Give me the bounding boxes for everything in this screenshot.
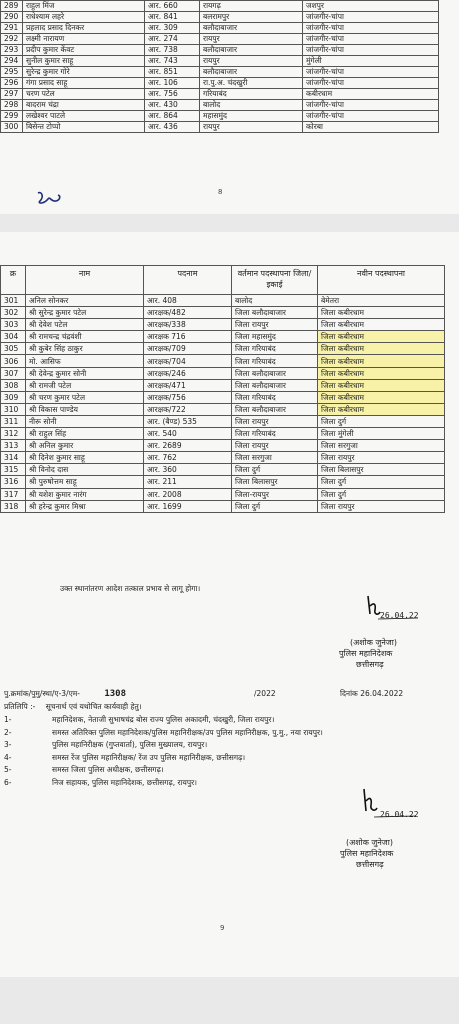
cell-current-posting: बालोद xyxy=(232,295,318,307)
cell-current-posting: रायपुर xyxy=(200,122,303,133)
cell-serial: 293 xyxy=(1,45,23,56)
cell-name: लखेश्वर पाटले xyxy=(23,111,145,122)
page-number: 9 xyxy=(220,924,225,932)
cell-name: नीरू सोनी xyxy=(26,415,144,427)
cell-new-posting: जिला दुर्ग xyxy=(318,476,445,488)
table-row xyxy=(1,428,445,440)
table-row xyxy=(1,1,439,12)
cell-serial: 294 xyxy=(1,56,23,67)
cell-current-posting: जिला दुर्ग xyxy=(232,500,318,512)
reference-date-value: 26.04.2022 xyxy=(360,689,404,698)
cell-serial: 315 xyxy=(1,464,26,476)
cell-name: सुरेन्द्र कुमार गोरे xyxy=(23,67,145,78)
table-row xyxy=(1,67,439,78)
document-page-9 xyxy=(0,232,459,977)
cell-serial: 301 xyxy=(1,295,26,307)
cell-name: बिसेन्त टोप्पो xyxy=(23,122,145,133)
cell-current-posting: जिला बलौदाबाजार xyxy=(232,403,318,415)
col-header-serial: क्र xyxy=(1,266,26,295)
table-header-row xyxy=(1,266,445,295)
cell-serial: 296 xyxy=(1,78,23,89)
cell-serial: 314 xyxy=(1,452,26,464)
cell-current-posting: बलौदाबाजार xyxy=(200,67,303,78)
cell-designation: आर. (बैण्ड) 535 xyxy=(144,415,232,427)
table-row xyxy=(1,415,445,427)
cell-current-posting: बलौदाबाजार xyxy=(200,45,303,56)
cell-new-posting: जिला सरगुजा xyxy=(318,440,445,452)
reference-date-line xyxy=(340,689,403,699)
table-row xyxy=(1,12,439,23)
recipient-text: समस्त जिला पुलिस अधीक्षक, छत्तीसगढ़। xyxy=(52,765,164,774)
reference-year: /2022 xyxy=(254,689,276,698)
cell-current-posting: जिला गरियाबंद xyxy=(232,355,318,367)
cell-name: प्रहलाद प्रसाद दिनकर xyxy=(23,23,145,34)
cell-designation: आर. 864 xyxy=(145,111,200,122)
signature-state-2: छत्तीसगढ़ xyxy=(356,860,384,869)
cell-serial: 303 xyxy=(1,319,26,331)
cell-serial: 304 xyxy=(1,331,26,343)
cell-designation: आर. 2689 xyxy=(144,440,232,452)
recipient-text: महानिदेशक, नेताजी सुभाषचंद्र बोस राज्य पुलिस अकादमी, चंदखुरी, जिला रायपुर। xyxy=(52,715,275,724)
reference-prefix: पु.क्रमांक/पुमु/स्था/ए-3/एम- xyxy=(4,689,80,698)
reference-date-label: दिनांक xyxy=(340,689,358,698)
cell-designation: आर. 106 xyxy=(145,78,200,89)
cell-name: श्री विकास पाण्डेय xyxy=(26,403,144,415)
col-header-new-posting: नवीन पदस्थापना xyxy=(318,266,445,295)
cell-new-posting: जिला रायपुर xyxy=(318,452,445,464)
cell-serial: 310 xyxy=(1,403,26,415)
cell-name: प्रदीप कुमार केंवट xyxy=(23,45,145,56)
reference-line xyxy=(4,689,126,699)
cell-current-posting: गरियाबंद xyxy=(200,89,303,100)
table-row xyxy=(1,391,445,403)
cell-name: मो. आसिफ xyxy=(26,355,144,367)
table-row xyxy=(1,343,445,355)
cell-serial: 289 xyxy=(1,1,23,12)
table-row xyxy=(1,379,445,391)
recipient-number: 5- xyxy=(4,765,12,774)
col-header-name: नाम xyxy=(26,266,144,295)
cell-name: लक्ष्मी नारायण xyxy=(23,34,145,45)
cell-current-posting: जिला बलौदाबाजार xyxy=(232,307,318,319)
cell-current-posting: बालोद xyxy=(200,100,303,111)
cell-designation: आरक्षक 716 xyxy=(144,331,232,343)
cell-serial: 298 xyxy=(1,100,23,111)
cell-new-posting: जिला कबीरधाम xyxy=(318,403,445,415)
recipient-number: 6- xyxy=(4,777,12,787)
transfer-table-page-8 xyxy=(0,0,439,133)
initials-signature xyxy=(34,187,68,207)
table-row xyxy=(1,464,445,476)
document-page-8 xyxy=(0,0,459,214)
cell-serial: 316 xyxy=(1,476,26,488)
cell-designation: आर. 660 xyxy=(145,1,200,12)
cell-designation: आरक्षक/722 xyxy=(144,403,232,415)
table-row xyxy=(1,355,445,367)
cell-serial: 305 xyxy=(1,343,26,355)
col-header-designation: पदनाम xyxy=(144,266,232,295)
cell-designation: आर. 211 xyxy=(144,476,232,488)
cell-current-posting: महासमुंद xyxy=(200,111,303,122)
cell-name: श्री हरेन्द्र कुमार मिश्रा xyxy=(26,500,144,512)
cell-new-posting: जांजगीर-चांपा xyxy=(303,100,439,111)
table-row xyxy=(1,89,439,100)
transfer-table-page-9 xyxy=(0,265,445,513)
cell-new-posting: जिला दुर्ग xyxy=(318,415,445,427)
cell-current-posting: जिला रायपुर xyxy=(232,440,318,452)
cell-name: श्री देवेन्द्र कुमार सोनी xyxy=(26,367,144,379)
cell-current-posting: जिला बिलासपुर xyxy=(232,476,318,488)
cell-current-posting: बलरामपुर xyxy=(200,12,303,23)
cell-serial: 307 xyxy=(1,367,26,379)
cell-serial: 295 xyxy=(1,67,23,78)
cell-serial: 297 xyxy=(1,89,23,100)
table-row xyxy=(1,34,439,45)
cell-name: गंगा प्रसाद साहू xyxy=(23,78,145,89)
table-row xyxy=(1,307,445,319)
cell-name: श्री देवेश पटेल xyxy=(26,319,144,331)
cell-new-posting: जांजगीर-चांपा xyxy=(303,78,439,89)
cell-current-posting: रायगढ़ xyxy=(200,1,303,12)
cell-new-posting: जांजगीर-चांपा xyxy=(303,67,439,78)
page-number: 8 xyxy=(218,188,223,196)
cell-new-posting: जिला मुंगेली xyxy=(318,428,445,440)
recipient-number: 3- xyxy=(4,740,12,749)
cell-current-posting: जिला गरियाबंद xyxy=(232,428,318,440)
cell-name: राधेश्याम लहरे xyxy=(23,12,145,23)
cell-designation: आरक्षक/338 xyxy=(144,319,232,331)
cell-serial: 300 xyxy=(1,122,23,133)
cell-designation: आर. 738 xyxy=(145,45,200,56)
signature-name-2: (अशोक जुनेजा) xyxy=(346,838,393,847)
copy-to-label: प्रतिलिपि :- xyxy=(4,702,36,711)
cell-designation: आर. 1699 xyxy=(144,500,232,512)
table-row xyxy=(1,452,445,464)
table-row xyxy=(1,23,439,34)
cell-name: चरण पटेल xyxy=(23,89,145,100)
cell-designation: आरक्षक/704 xyxy=(144,355,232,367)
cell-name: श्री दिनेश कुमार साहू xyxy=(26,452,144,464)
cell-new-posting: मुंगेली xyxy=(303,56,439,67)
table-row xyxy=(1,122,439,133)
table-row xyxy=(1,78,439,89)
cell-serial: 299 xyxy=(1,111,23,122)
cell-new-posting: जिला कबीरधाम xyxy=(318,391,445,403)
cell-designation: आर. 2008 xyxy=(144,488,232,500)
cell-current-posting: जिला बलौदाबाजार xyxy=(232,367,318,379)
recipient-text: समस्त रेंज पुलिस महानिरीक्षक/ रेंज उप पुलिस महानिरीक्षक, छत्तीसगढ़। xyxy=(52,752,246,762)
cell-current-posting: जिला रायपुर xyxy=(232,319,318,331)
table-row xyxy=(1,403,445,415)
cell-current-posting: जिला रायपुर xyxy=(232,415,318,427)
cell-name: श्री यशेश कुमार नारंग xyxy=(26,488,144,500)
cell-designation: आर. 309 xyxy=(145,23,200,34)
cell-designation: आर. 540 xyxy=(144,428,232,440)
cell-serial: 302 xyxy=(1,307,26,319)
cell-serial: 291 xyxy=(1,23,23,34)
copy-to-purpose: सूचनार्थ एवं यथोचित कार्यवाही हेतु। xyxy=(45,702,142,711)
copy-to-line xyxy=(4,702,142,712)
cell-new-posting: कबीरधाम xyxy=(303,89,439,100)
cell-new-posting: जांजगीर-चांपा xyxy=(303,23,439,34)
table-row xyxy=(1,367,445,379)
cell-name: श्री अनिल कुमार xyxy=(26,440,144,452)
cell-new-posting: कोरबा xyxy=(303,122,439,133)
cell-designation: आर. 851 xyxy=(145,67,200,78)
cell-name: श्री कुबेर सिंह ठाकुर xyxy=(26,343,144,355)
cell-new-posting: जिला कबीरधाम xyxy=(318,319,445,331)
table-row xyxy=(1,331,445,343)
cell-designation: आर. 436 xyxy=(145,122,200,133)
cell-serial: 313 xyxy=(1,440,26,452)
cell-new-posting: जशपुर xyxy=(303,1,439,12)
cell-current-posting: रा.पु.अ. चंदखुरी xyxy=(200,78,303,89)
cell-current-posting: जिला महासमुंद xyxy=(232,331,318,343)
table-row xyxy=(1,100,439,111)
recipient-number: 2- xyxy=(4,727,12,737)
cell-serial: 308 xyxy=(1,379,26,391)
cell-designation: आर. 743 xyxy=(145,56,200,67)
cell-current-posting: जिला गरियाबंद xyxy=(232,343,318,355)
recipient-text: निज सहायक, पुलिस महानिदेशक, छत्तीसगढ़, रायपुर। xyxy=(52,777,197,787)
cell-new-posting: जिला कबीरधाम xyxy=(318,379,445,391)
cell-designation: आर. 430 xyxy=(145,100,200,111)
table-row xyxy=(1,500,445,512)
cell-current-posting: जिला-रायपुर xyxy=(232,488,318,500)
cell-designation: आरक्षक/756 xyxy=(144,391,232,403)
signature-designation-2: पुलिस महानिदेशक xyxy=(340,849,394,858)
table-row xyxy=(1,319,445,331)
cell-new-posting: जिला कबीरधाम xyxy=(318,307,445,319)
signature-state-1: छत्तीसगढ़ xyxy=(356,660,384,669)
cell-current-posting: जिला बलौदाबाजार xyxy=(232,379,318,391)
cell-designation: आर. 408 xyxy=(144,295,232,307)
table-row xyxy=(1,488,445,500)
cell-new-posting: जिला रायपुर xyxy=(318,500,445,512)
cell-name: अनिल सोनकर xyxy=(26,295,144,307)
cell-name: राहुल मिंज xyxy=(23,1,145,12)
signature-date-1: 26.04.22 xyxy=(380,611,419,620)
order-note: उक्त स्थानांतरण आदेश तत्काल प्रभाव से लागू होगा। xyxy=(60,584,201,593)
col-header-current-posting: वर्तमान पदस्थापना जिला/ इकाई xyxy=(232,266,318,295)
cell-new-posting: जिला बिलासपुर xyxy=(318,464,445,476)
cell-current-posting: जिला दुर्ग xyxy=(232,464,318,476)
cell-serial: 318 xyxy=(1,500,26,512)
cell-designation: आरक्षक/482 xyxy=(144,307,232,319)
table-row xyxy=(1,56,439,67)
cell-current-posting: रायपुर xyxy=(200,56,303,67)
cell-new-posting: जिला कबीरधाम xyxy=(318,343,445,355)
cell-serial: 311 xyxy=(1,415,26,427)
cell-designation: आर. 274 xyxy=(145,34,200,45)
cell-current-posting: बलौदाबाजार xyxy=(200,23,303,34)
cell-serial: 292 xyxy=(1,34,23,45)
recipient-number: 4- xyxy=(4,752,12,762)
cell-new-posting: जिला कबीरधाम xyxy=(318,367,445,379)
cell-name: श्री रामजी पटेल xyxy=(26,379,144,391)
table-row xyxy=(1,295,445,307)
table-row xyxy=(1,440,445,452)
table-row xyxy=(1,111,439,122)
cell-new-posting: जांजगीर-चांपा xyxy=(303,111,439,122)
signature-date-2: 26.04.22 xyxy=(380,810,419,819)
cell-new-posting: जांजगीर-चांपा xyxy=(303,45,439,56)
table-row xyxy=(1,476,445,488)
cell-serial: 312 xyxy=(1,428,26,440)
cell-new-posting: जिला दुर्ग xyxy=(318,488,445,500)
reference-number: 1308 xyxy=(104,689,126,699)
cell-name: श्री सुरेन्द्र कुमार पटेल xyxy=(26,307,144,319)
recipient-text: पुलिस महानिरीक्षक (गुप्तवार्ता), पुलिस मुख्यालय, रायपुर। xyxy=(52,740,208,749)
cell-new-posting: जांजगीर-चांपा xyxy=(303,12,439,23)
cell-new-posting: जिला कबीरधाम xyxy=(318,355,445,367)
cell-designation: आरक्षक/709 xyxy=(144,343,232,355)
cell-new-posting: जांजगीर-चांपा xyxy=(303,34,439,45)
cell-name: श्री चरण कुमार पटेल xyxy=(26,391,144,403)
cell-designation: आर. 360 xyxy=(144,464,232,476)
table-row xyxy=(1,45,439,56)
cell-serial: 317 xyxy=(1,488,26,500)
cell-serial: 290 xyxy=(1,12,23,23)
cell-name: श्री राहुल सिंह xyxy=(26,428,144,440)
cell-name: श्री रामचन्द्र चंद्रवंशी xyxy=(26,331,144,343)
cell-designation: आर. 841 xyxy=(145,12,200,23)
recipient-text: समस्त अतिरिक्त पुलिस महानिदेशक/पुलिस महानिरीक्षक/उप पुलिस महानिरीक्षक, पु.मु., नया रायपुर। xyxy=(52,727,323,737)
cell-designation: आरक्षक/471 xyxy=(144,379,232,391)
recipient-number: 1- xyxy=(4,715,12,724)
cell-current-posting: रायपुर xyxy=(200,34,303,45)
signature-designation-1: पुलिस महानिदेशक xyxy=(339,649,393,658)
cell-serial: 309 xyxy=(1,391,26,403)
cell-new-posting: जिला कबीरधाम xyxy=(318,331,445,343)
cell-current-posting: जिला सरगुजा xyxy=(232,452,318,464)
cell-designation: आरक्षक/246 xyxy=(144,367,232,379)
cell-current-posting: जिला गरियाबंद xyxy=(232,391,318,403)
cell-designation: आर. 756 xyxy=(145,89,200,100)
cell-designation: आर. 762 xyxy=(144,452,232,464)
cell-name: बादराम चंद्रा xyxy=(23,100,145,111)
cell-name: सुनील कुमार साहू xyxy=(23,56,145,67)
cell-serial: 306 xyxy=(1,355,26,367)
cell-new-posting: बेमेतरा xyxy=(318,295,445,307)
signature-name-1: (अशोक जुनेजा) xyxy=(350,638,397,647)
cell-name: श्री पुरुषोत्तम साहू xyxy=(26,476,144,488)
cell-name: श्री विनोद दास xyxy=(26,464,144,476)
